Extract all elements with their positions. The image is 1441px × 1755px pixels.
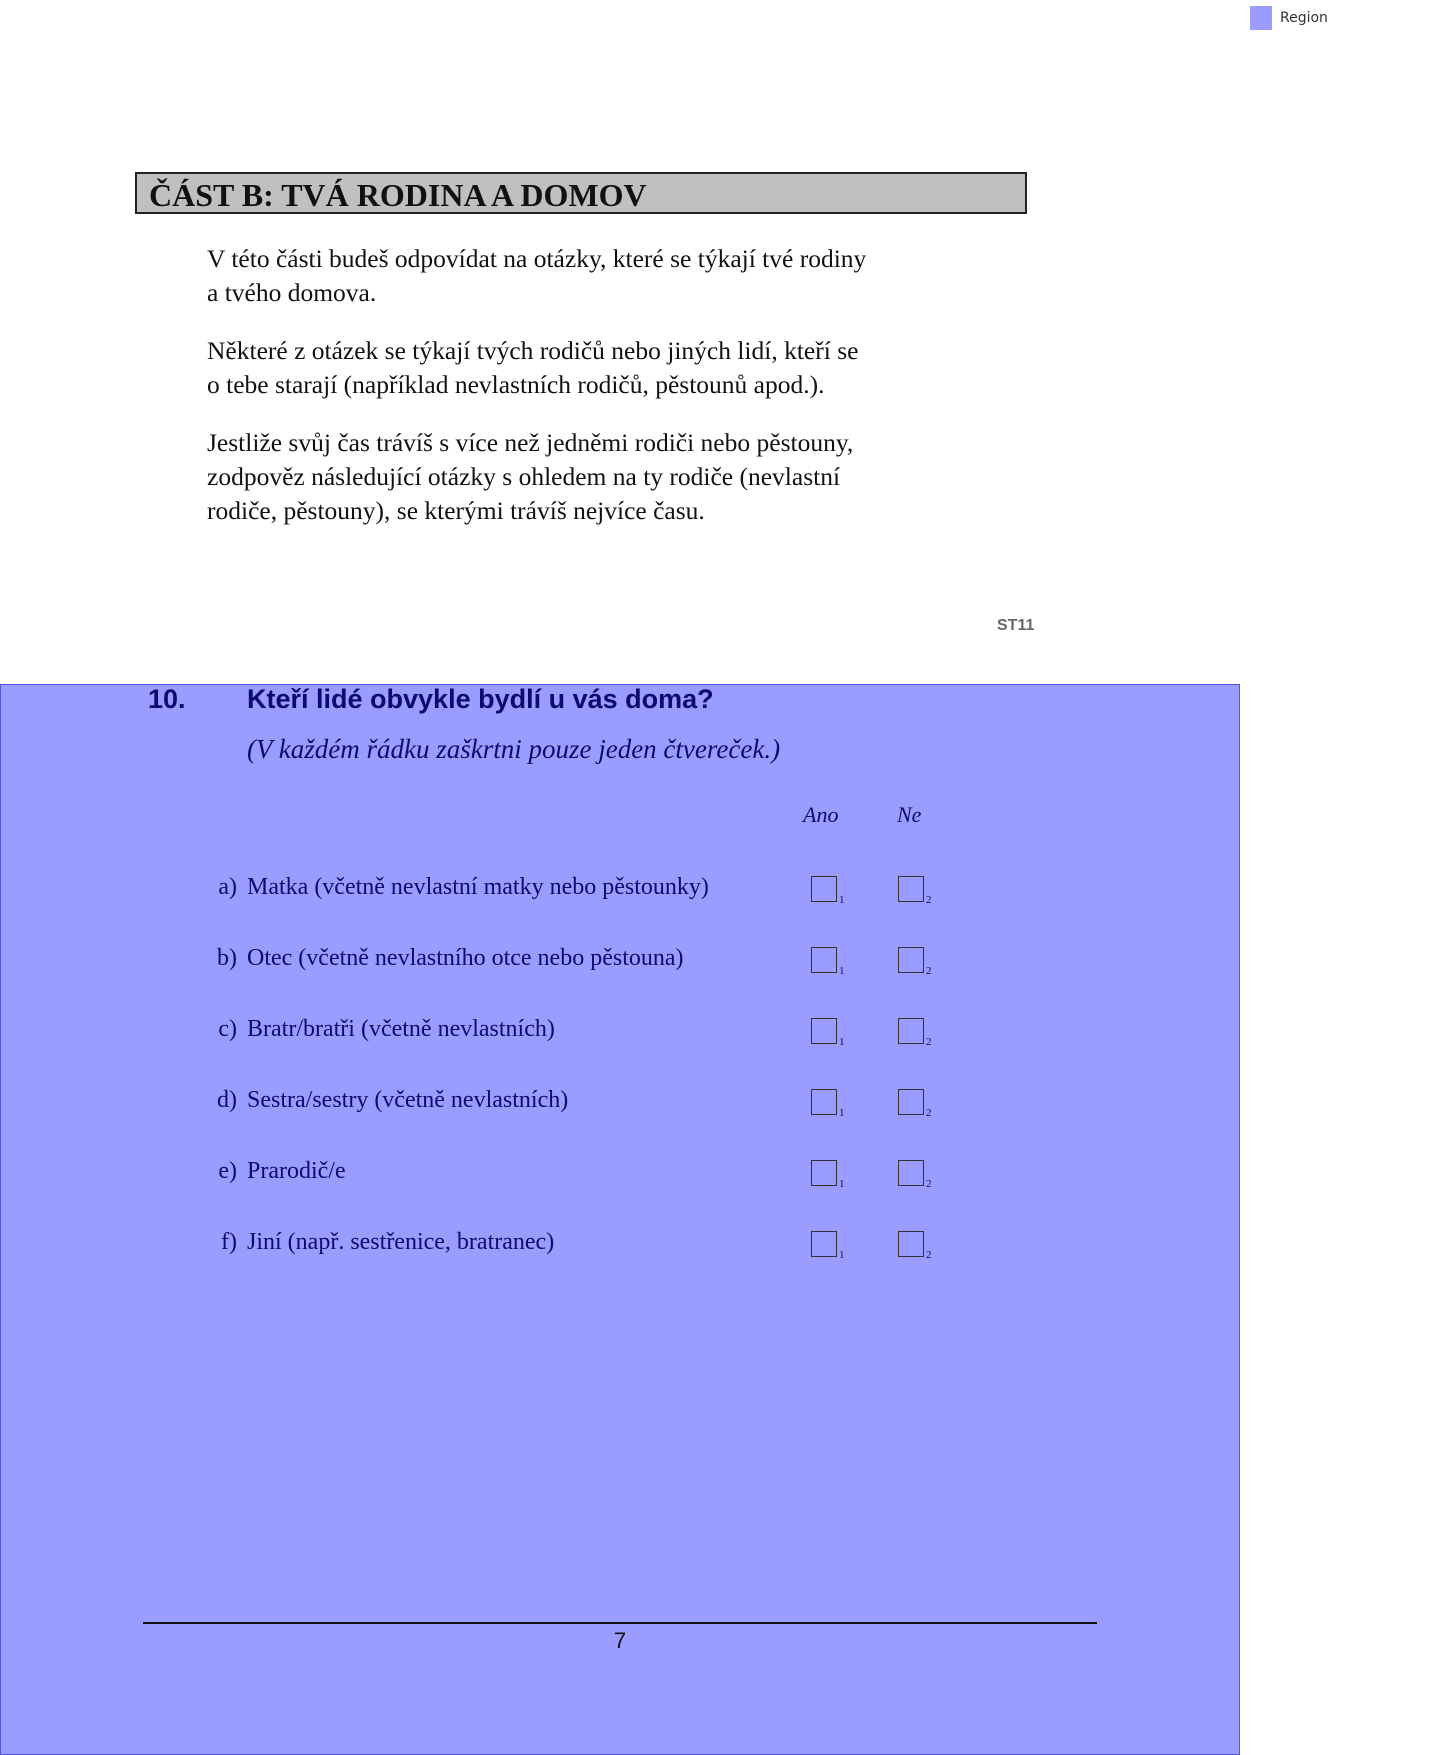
question-number: 10.	[148, 684, 186, 714]
row-label: Sestra/sestry (včetně nevlastních)	[247, 1087, 569, 1113]
intro-text	[207, 242, 987, 552]
code-yes: 1	[839, 1107, 845, 1119]
highlighted-region	[0, 684, 1240, 1755]
row-letter: e)	[218, 1158, 237, 1184]
row-letter: b)	[217, 945, 237, 971]
checkbox-yes[interactable]	[811, 1018, 837, 1044]
column-header-yes: Ano	[803, 802, 839, 827]
region-legend-label: Region	[1280, 10, 1328, 26]
answer-row-d	[0, 1083, 1000, 1123]
answer-row-a	[0, 870, 1000, 910]
row-letter: f)	[221, 1229, 237, 1255]
checkbox-no[interactable]	[898, 876, 924, 902]
intro-paragraph-3-line-2: zodpověz následující otázky s ohledem na ty rodiče (nevlastní	[207, 462, 841, 491]
checkbox-yes[interactable]	[811, 1160, 837, 1186]
checkbox-yes[interactable]	[811, 947, 837, 973]
row-label: Prarodič/e	[247, 1158, 346, 1184]
code-no: 2	[926, 1178, 932, 1190]
answer-row-f	[0, 1225, 1000, 1265]
checkbox-no[interactable]	[898, 1231, 924, 1257]
code-no: 2	[926, 1249, 932, 1261]
code-no: 2	[926, 1107, 932, 1119]
code-yes: 1	[839, 1249, 845, 1261]
row-letter: a)	[218, 874, 237, 900]
checkbox-no[interactable]	[898, 1160, 924, 1186]
intro-paragraph-2-line-1: Některé z otázek se týkají tvých rodičů nebo jiných lidí, kteří se	[207, 336, 859, 365]
checkbox-no[interactable]	[898, 1089, 924, 1115]
answer-row-b	[0, 941, 1000, 981]
code-no: 2	[926, 965, 932, 977]
checkbox-no[interactable]	[898, 1018, 924, 1044]
region-legend	[1250, 6, 1328, 30]
code-yes: 1	[839, 1036, 845, 1048]
page-number: 7	[613, 1628, 627, 1653]
intro-paragraph-3-line-1: Jestliže svůj čas trávíš s více než jedněmi rodiči nebo pěstouny,	[207, 428, 854, 457]
code-yes: 1	[839, 894, 845, 906]
region-legend-swatch	[1250, 6, 1272, 30]
code-yes: 1	[839, 965, 845, 977]
checkbox-yes[interactable]	[811, 876, 837, 902]
row-label: Bratr/bratři (včetně nevlastních)	[247, 1016, 555, 1042]
row-letter: c)	[218, 1016, 237, 1042]
checkbox-yes[interactable]	[811, 1089, 837, 1115]
intro-paragraph-3	[207, 426, 987, 528]
question-text: Kteří lidé obvykle bydlí u vás doma?	[247, 684, 714, 714]
answer-row-e	[0, 1154, 1000, 1194]
column-header-no: Ne	[897, 802, 922, 827]
row-letter: d)	[217, 1087, 237, 1113]
section-title: ČÁST B: TVÁ RODINA A DOMOV	[135, 172, 1027, 214]
question-ref-code: ST11	[997, 617, 1035, 634]
answer-row-c	[0, 1012, 1000, 1052]
footer-divider	[143, 1622, 1097, 1624]
checkbox-yes[interactable]	[811, 1231, 837, 1257]
intro-paragraph-2-line-2: o tebe starají (například nevlastních rodičů, pěstounů apod.).	[207, 370, 825, 399]
intro-paragraph-3-line-3: rodiče, pěstouny), se kterými trávíš nejvíce času.	[207, 496, 705, 525]
code-no: 2	[926, 1036, 932, 1048]
question-instruction: (V každém řádku zaškrtni pouze jeden čtvereček.)	[247, 734, 781, 764]
code-no: 2	[926, 894, 932, 906]
checkbox-no[interactable]	[898, 947, 924, 973]
code-yes: 1	[839, 1178, 845, 1190]
intro-paragraph-2	[207, 334, 987, 402]
intro-paragraph-1-line-1: V této části budeš odpovídat na otázky, které se týkají tvé rodiny	[207, 244, 867, 273]
intro-paragraph-1-line-2: a tvého domova.	[207, 278, 377, 307]
row-label: Jiní (např. sestřenice, bratranec)	[247, 1229, 555, 1255]
row-label: Otec (včetně nevlastního otce nebo pěstouna)	[247, 945, 684, 971]
row-label: Matka (včetně nevlastní matky nebo pěstounky)	[247, 874, 709, 900]
intro-paragraph-1	[207, 242, 987, 310]
